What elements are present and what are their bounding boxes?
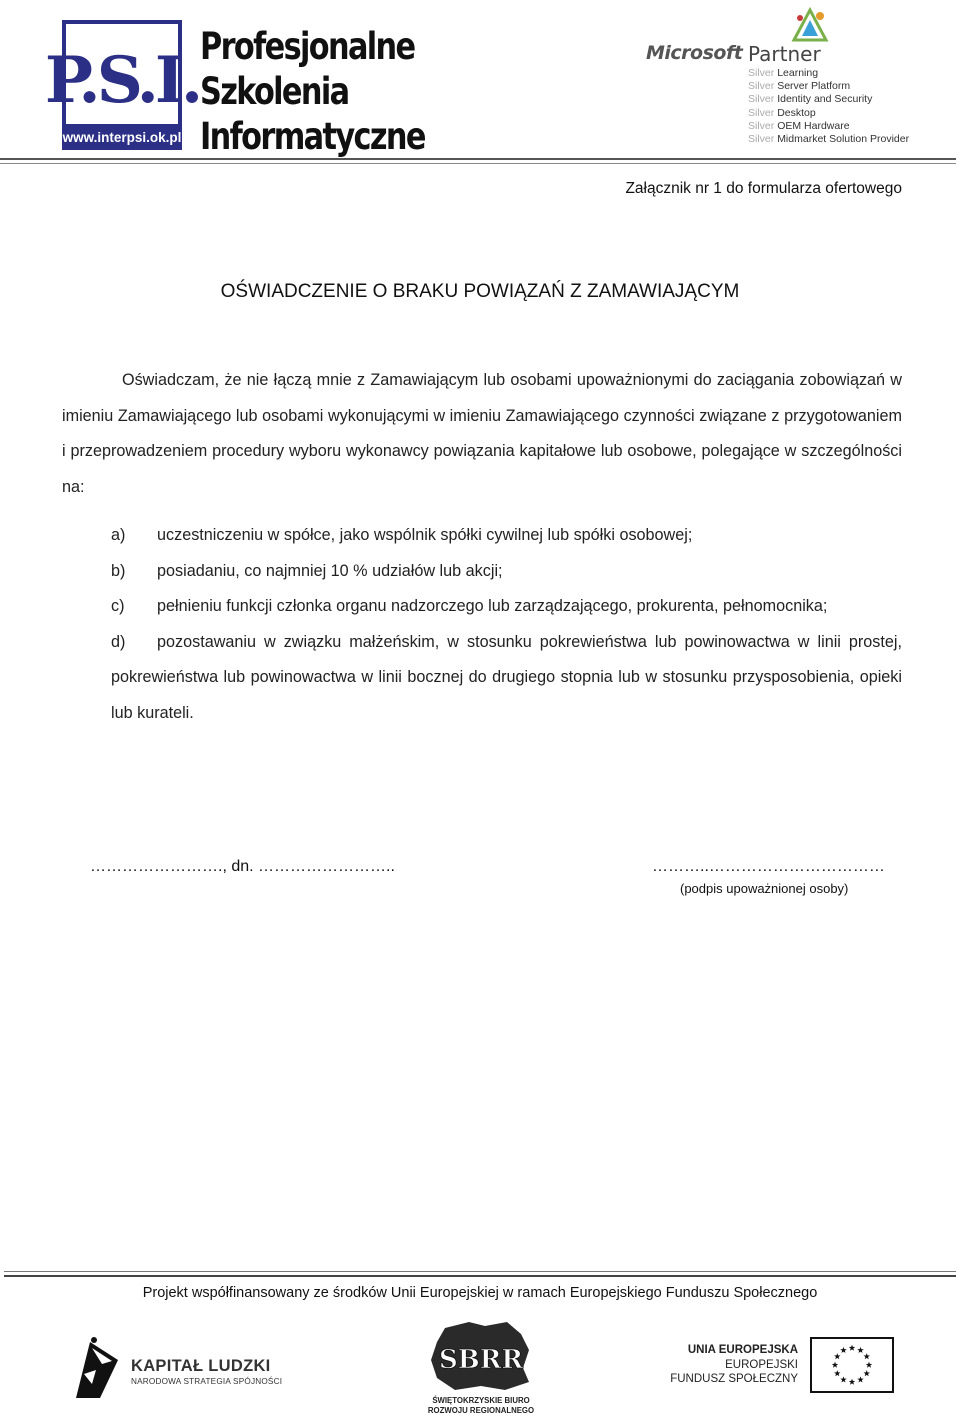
sbrr-name-line: ŚWIĘTOKRZYSKIE BIURO	[432, 1396, 530, 1405]
svg-text:P.S.I.: P.S.I.	[44, 43, 200, 118]
header-divider	[0, 163, 956, 164]
psi-logo	[44, 20, 200, 150]
competency-item: Silver Midmarket Solution Provider	[748, 133, 910, 146]
competency-item: Silver Server Platform	[748, 80, 851, 93]
list-marker: b)	[111, 561, 126, 580]
signature-line: ………..……………………………	[652, 858, 885, 875]
kapital-ludzki-subtitle: NARODOWA STRATEGIA SPÓJNOŚCI	[131, 1377, 283, 1386]
header-divider	[0, 158, 956, 160]
eu-line: EUROPEJSKI	[725, 1358, 798, 1371]
psi-title-line: Profesjonalne	[200, 25, 415, 68]
footer-divider	[4, 1271, 956, 1272]
partner-competencies	[748, 67, 909, 146]
competency-item: Silver Identity and Security	[748, 93, 873, 106]
list-item-text: uczestniczeniu w spółce, jako wspólnik spółki cywilnej lub spółki osobowej;	[157, 526, 693, 544]
kapital-ludzki-title: KAPITAŁ LUDZKI	[131, 1357, 271, 1375]
competency-item: Silver Learning	[748, 67, 819, 79]
psi-company-name	[200, 24, 425, 159]
kapital-ludzki-logo-icon	[72, 1334, 122, 1400]
psi-title-line: Informatyczne	[200, 115, 425, 158]
relations-list	[111, 518, 902, 731]
microsoft-brand: Microsoft	[646, 42, 743, 64]
list-item	[111, 554, 902, 590]
sbrr-name-line: ROZWOJU REGIONALNEGO	[427, 1405, 535, 1415]
eu-line: UNIA EUROPEJSKA	[687, 1344, 798, 1356]
ms-partner-logo-icon	[790, 6, 830, 42]
list-marker: c)	[111, 597, 125, 615]
document-title: OŚWIADCZENIE O BRAKU POWIĄZAŃ Z ZAMAWIAJĄCYM	[220, 281, 740, 302]
list-marker: d)	[111, 632, 126, 651]
signature-label: (podpis upoważnionej osoby)	[680, 881, 849, 896]
cofinancing-note: Projekt współfinansowany ze środków Unii Europejskiej w ramach Europejskiego Funduszu Społecznego	[142, 1285, 818, 1301]
competency-item: Silver Desktop	[748, 106, 816, 119]
list-item-text: posiadaniu, co najmniej 10 % udziałów lub akcji;	[157, 561, 503, 580]
eu-line: FUNDUSZ SPOŁECZNY	[670, 1373, 798, 1385]
psi-title-line: Szkolenia	[200, 70, 349, 113]
sbrr-logo	[425, 1320, 537, 1392]
sbrr-name	[416, 1396, 546, 1415]
eu-fund-label	[670, 1343, 798, 1387]
sbrr-logo-text: SBRR	[439, 1345, 523, 1375]
list-item	[111, 625, 902, 732]
psi-logo-url: www.interpsi.ok.pl	[62, 130, 182, 145]
statement-paragraph	[62, 363, 902, 505]
list-marker: a)	[111, 526, 126, 544]
competency-item: Silver OEM Hardware	[748, 119, 850, 132]
list-item	[111, 589, 902, 625]
partner-label: Partner	[748, 42, 821, 66]
footer-divider	[4, 1275, 956, 1277]
attachment-label: Załącznik nr 1 do formularza ofertowego	[625, 180, 902, 197]
list-item-text: pełnieniu funkcji członka organu nadzorczego lub zarządzającego, prokurenta, pełnomocnika;	[157, 597, 828, 615]
eu-flag-icon	[810, 1337, 894, 1393]
place-date-line: ……………………., dn. ……………………..	[90, 858, 395, 875]
list-item-text: pozostawaniu w związku małżeńskim, w stosunku pokrewieństwa lub powinowactwa w linii prostej, pokrewieństwa lub powinowactwa w linii bocznej do drugiego stopnia lub w stosunku przysposobienia, opieki lub kurateli.	[111, 632, 902, 722]
list-item	[111, 518, 902, 554]
statement-text: Oświadczam, że nie łączą mnie z Zamawiającym lub osobami upoważnionymi do zaciągania zobowiązań w imieniu Zamawiającego lub osobami wykonującymi w imieniu Zamawiającego czynności związane z przygotowaniem i przeprowadzeniem procedury wyboru wykonawcy powiązania kapitałowe lub osobowe, polegające w szczególności na:	[62, 371, 902, 496]
